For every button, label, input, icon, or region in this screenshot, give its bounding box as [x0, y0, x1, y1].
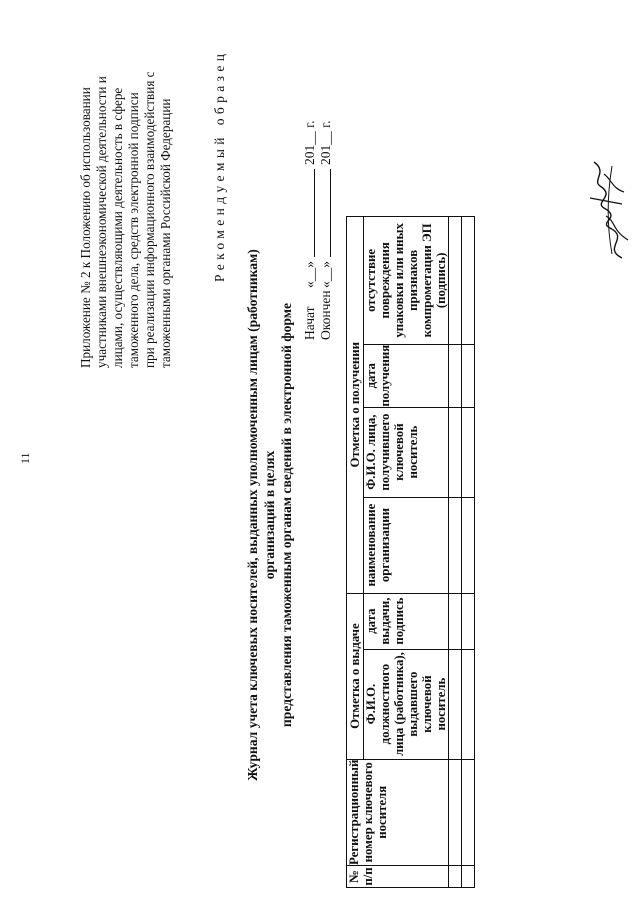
quote-close: »	[302, 261, 317, 268]
table-cell	[462, 649, 475, 759]
header-registration-number: Регистрационный номер ключевого носителя	[347, 759, 449, 865]
page-number: 11	[18, 452, 32, 464]
header-issuer-name: Ф.И.О. должностного лица (работника), выдавшего ключевой носитель	[364, 649, 449, 759]
table-cell	[449, 866, 462, 888]
table-cell	[449, 344, 462, 407]
table-row	[462, 216, 475, 887]
appendix-line: при реализации информационного взаимодействия с	[142, 71, 157, 368]
table-row	[449, 216, 462, 887]
table-cell	[462, 497, 475, 593]
header-receiver-name: Ф.И.О. лица, получившего ключевой носитель	[364, 407, 449, 497]
day-blank: __	[318, 267, 333, 282]
header-issue-group: Отметка о выдаче	[347, 593, 364, 759]
journal-dates	[302, 120, 334, 340]
ended-row	[318, 120, 334, 340]
appendix-note	[78, 18, 174, 368]
header-number: № п/п	[347, 866, 449, 888]
table-cell	[462, 866, 475, 888]
header-damage-check: отсутствие повреждения упаковки или иных признаков компрометации ЭП (подпись)	[364, 216, 449, 344]
quote-open: «	[302, 281, 317, 288]
header-organization: наименование организации	[364, 497, 449, 593]
handwritten-signature	[582, 158, 636, 262]
appendix-line: участниками внешнеэкономической деятельности и	[94, 76, 109, 368]
table-cell	[462, 407, 475, 497]
year-field: 201__ г.	[318, 120, 333, 165]
header-issue-date: дата выдачи, подпись	[364, 593, 449, 649]
appendix-line: лицами, осуществляющими деятельность в сфере	[110, 87, 125, 368]
appendix-line: Приложение № 2 к Положению об использовании	[78, 87, 93, 368]
year-field: 201__ г.	[302, 120, 317, 165]
table-cell	[449, 649, 462, 759]
quote-open: «	[318, 281, 333, 288]
table-cell	[462, 593, 475, 649]
table-cell	[449, 407, 462, 497]
table-cell	[449, 593, 462, 649]
day-blank: __	[302, 267, 317, 282]
title-line: представления таможенным органам сведений в электронной форме	[279, 302, 294, 728]
appendix-line: таможенными органами Российской Федерации	[158, 98, 173, 368]
table-cell	[449, 759, 462, 865]
journal-table	[346, 216, 475, 888]
appendix-line: таможенного дела, средств электронной подписи	[126, 92, 141, 368]
started-label: Начат	[302, 306, 317, 340]
month-blank-line	[302, 169, 315, 257]
title-line: Журнал учета ключевых носителей, выданных уполномоченным лицам (работникам) организаций в целях	[245, 249, 277, 781]
table-cell	[462, 344, 475, 407]
table-cell	[449, 497, 462, 593]
header-receive-group: Отметка о получении	[347, 216, 364, 593]
recommended-sample-label: Рекомендуемый образец	[212, 49, 227, 282]
table-cell	[462, 759, 475, 865]
month-blank-line	[318, 169, 331, 257]
header-receive-date: дата получения	[364, 344, 449, 407]
table-cell	[462, 216, 475, 344]
quote-close: »	[318, 261, 333, 268]
ended-label: Окончен	[318, 290, 333, 340]
table-cell	[449, 216, 462, 344]
started-row	[302, 120, 318, 340]
document-title	[244, 220, 295, 810]
